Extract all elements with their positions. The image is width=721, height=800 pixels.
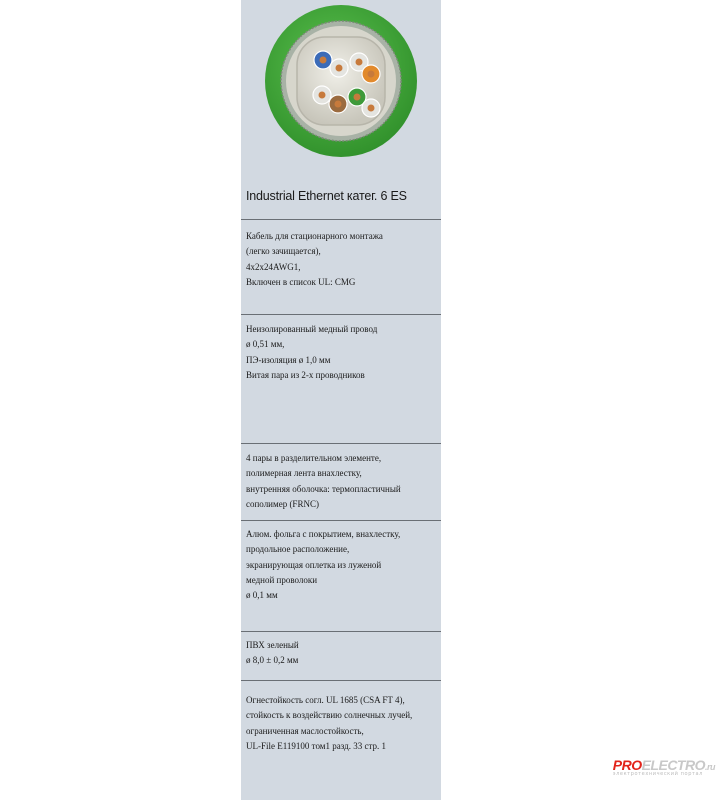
spec-section-core-assembly <box>246 451 439 512</box>
spec-line: ограниченная маслостойкость, <box>246 725 364 736</box>
cable-cross-section-icon <box>264 4 419 159</box>
logo-ru: .ru <box>704 762 715 772</box>
spec-line: Огнестойкость согл. UL 1685 (CSA FT 4), <box>246 695 405 705</box>
spec-line: полимерная лента внахлестку, <box>246 468 362 479</box>
spec-line: медной проволоки <box>246 574 318 585</box>
spec-line: UL-File E119100 том1 разд. 33 стр. 1 <box>246 740 387 751</box>
spec-line: Алюм. фольга с покрытием, внахлестку, <box>246 529 401 539</box>
proelectro-logo <box>613 757 715 777</box>
divider <box>241 631 441 632</box>
spec-line: ø 0,51 мм, <box>246 339 285 350</box>
spec-line: ø 8,0 ± 0,2 мм <box>246 655 299 666</box>
spec-line: стойкость к воздействию солнечных лучей, <box>246 710 413 721</box>
spec-line: 4x2x24AWG1, <box>246 261 301 272</box>
spec-section-outer-jacket <box>246 638 439 669</box>
spec-line: Включен в список UL: CMG <box>246 276 356 287</box>
logo-electro: ELECTRO <box>641 757 705 773</box>
spec-line: ПВХ зеленый <box>246 640 299 650</box>
spec-line: ø 0,1 мм <box>246 590 278 601</box>
divider <box>241 443 441 444</box>
spec-section-properties <box>246 693 439 754</box>
spec-line: продольное расположение, <box>246 544 350 555</box>
divider <box>241 520 441 521</box>
logo-pro: PRO <box>612 757 642 773</box>
spec-line: сополимер (FRNC) <box>246 498 319 509</box>
divider <box>241 680 441 681</box>
spec-line: Витая пара из 2-х проводников <box>246 369 365 380</box>
spec-line: Кабель для стационарного монтажа <box>246 231 383 241</box>
divider <box>241 219 441 220</box>
spec-line: Неизолированный медный провод <box>246 324 378 334</box>
product-title: Industrial Ethernet катег. 6 ES <box>246 189 407 203</box>
spec-line: внутренняя оболочка: термопластичный <box>246 483 401 494</box>
spec-section-cable-type <box>246 229 439 290</box>
spec-line: ПЭ-изоляция ø 1,0 мм <box>246 354 331 365</box>
divider <box>241 314 441 315</box>
spec-line: экранирующая оплетка из луженой <box>246 559 382 570</box>
logo-tagline: электротехнический портал <box>612 771 703 777</box>
spec-section-shielding <box>246 527 439 603</box>
spec-line: 4 пары в разделительном элементе, <box>246 453 382 463</box>
spec-column <box>241 0 441 800</box>
spec-line: (легко зачищается), <box>246 246 321 257</box>
spec-section-conductor <box>246 322 439 383</box>
